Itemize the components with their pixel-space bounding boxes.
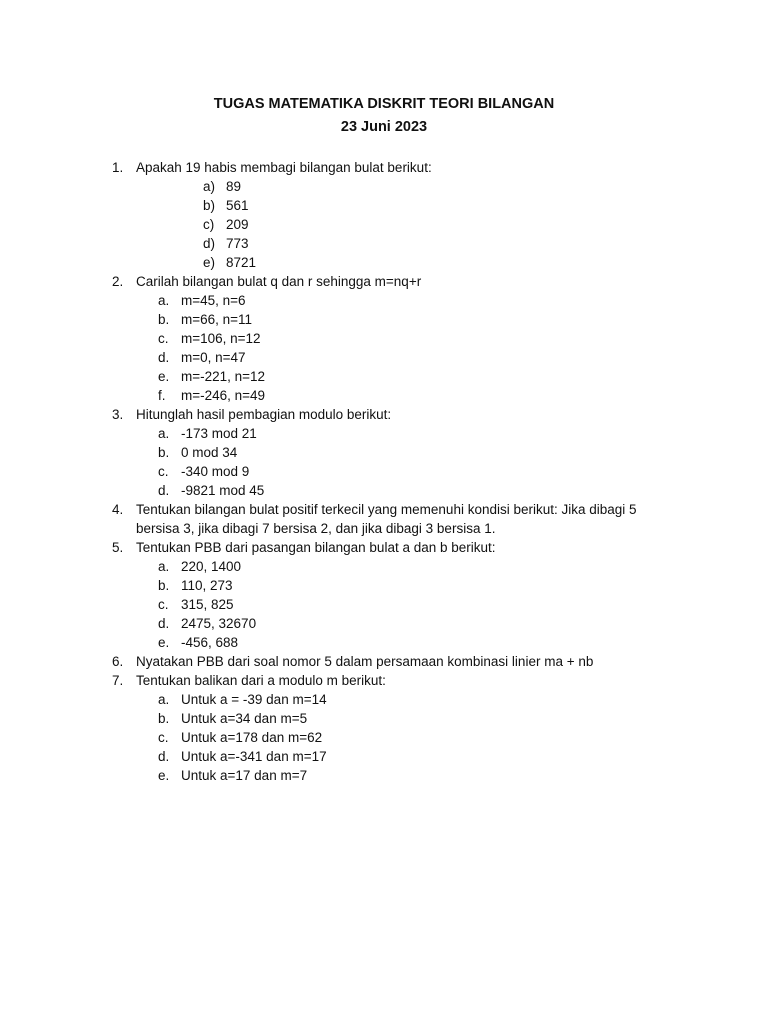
sub-item-text: -340 mod 9 [181,464,250,479]
question-text: Tentukan bilangan bulat positif terkecil yang memenuhi kondisi berikut: Jika dibagi 5 [136,502,637,517]
sub-item [0,424,768,443]
sub-item-label: e. [158,369,170,384]
question-line [0,272,768,291]
sub-item-text: Untuk a=34 dan m=5 [181,711,308,726]
sub-item-text: 773 [226,236,249,251]
sub-item-label: c) [203,217,215,232]
question-text: Tentukan balikan dari a modulo m berikut: [136,673,386,688]
sub-item-text: 2475, 32670 [181,616,257,631]
sub-item [0,481,768,500]
sub-item [0,443,768,462]
sub-item-text: m=0, n=47 [181,350,246,365]
question-text: Nyatakan PBB dari soal nomor 5 dalam persamaan kombinasi linier ma + nb [136,654,594,669]
sub-item-text: Untuk a=-341 dan m=17 [181,749,327,764]
sub-item [0,614,768,633]
question-number: 1. [112,160,124,175]
sub-item [0,386,768,405]
sub-item-label: e) [203,255,216,270]
sub-item [0,728,768,747]
sub-item-label: b. [158,711,170,726]
sub-item-label: a. [158,426,170,441]
question-line [0,538,768,557]
sub-item-label: d. [158,749,170,764]
sub-item [0,709,768,728]
question-number: 7. [112,673,124,688]
question-text: bersisa 3, jika dibagi 7 bersisa 2, dan jika dibagi 3 bersisa 1. [136,521,496,536]
sub-item [0,367,768,386]
sub-item-text: -9821 mod 45 [181,483,265,498]
sub-item-text: 209 [226,217,249,232]
sub-item-text: Untuk a=17 dan m=7 [181,768,308,783]
sub-item-label: b) [203,198,216,213]
sub-item-label: a. [158,559,170,574]
sub-item [0,329,768,348]
sub-item [0,291,768,310]
sub-item [0,595,768,614]
question-line [0,405,768,424]
sub-item [0,576,768,595]
sub-item-text: Untuk a = -39 dan m=14 [181,692,327,707]
sub-item [0,177,768,196]
sub-item [0,196,768,215]
sub-item-text: -173 mod 21 [181,426,257,441]
question-number: 6. [112,654,124,669]
document-title: TUGAS MATEMATIKA DISKRIT TEORI BILANGAN [213,96,555,112]
sub-item-label: e. [158,768,170,783]
question-6 [0,652,768,671]
sub-item-label: b. [158,312,170,327]
sub-item-text: m=-246, n=49 [181,388,266,403]
question-line [0,500,768,519]
sub-item [0,310,768,329]
question-5 [0,538,768,652]
sub-item-label: c. [158,597,169,612]
sub-item-label: d. [158,350,170,365]
sub-item [0,215,768,234]
question-number: 4. [112,502,124,517]
question-number: 5. [112,540,124,555]
question-text: Hitunglah hasil pembagian modulo berikut: [136,407,392,422]
sub-item [0,253,768,272]
sub-item-label: a) [203,179,216,194]
sub-item-label: d. [158,483,170,498]
sub-item [0,690,768,709]
sub-item-label: d. [158,616,170,631]
sub-item [0,462,768,481]
sub-item-text: 110, 273 [181,578,233,593]
question-line [0,519,768,538]
sub-item [0,234,768,253]
question-4 [0,500,768,538]
sub-item-text: Untuk a=178 dan m=62 [181,730,323,745]
sub-item-text: 220, 1400 [181,559,242,574]
sub-item-label: c. [158,730,169,745]
sub-item-text: 8721 [226,255,257,270]
sub-item-label: f. [158,388,166,403]
sub-item-text: 0 mod 34 [181,445,238,460]
sub-item [0,557,768,576]
sub-item-label: a. [158,692,170,707]
sub-item-label: b. [158,578,170,593]
question-1 [0,158,768,272]
sub-item-text: m=66, n=11 [181,312,253,327]
question-number: 2. [112,274,124,289]
question-7 [0,671,768,785]
question-2 [0,272,768,405]
question-line [0,652,768,671]
sub-item-text: -456, 688 [181,635,239,650]
sub-item-text: 89 [226,179,242,194]
sub-item-label: d) [203,236,216,251]
sub-item-label: c. [158,464,169,479]
sub-item-text: 315, 825 [181,597,234,612]
question-number: 3. [112,407,124,422]
sub-item-text: m=106, n=12 [181,331,261,346]
question-line [0,158,768,177]
sub-item-label: b. [158,445,170,460]
document-date: 23 Juni 2023 [340,119,428,135]
question-list [0,158,768,785]
question-3 [0,405,768,500]
sub-item [0,747,768,766]
sub-item [0,348,768,367]
question-text: Apakah 19 habis membagi bilangan bulat berikut: [136,160,432,175]
question-text: Tentukan PBB dari pasangan bilangan bulat a dan b berikut: [136,540,496,555]
sub-item-label: a. [158,293,170,308]
sub-item [0,633,768,652]
question-text: Carilah bilangan bulat q dan r sehingga m=nq+r [136,274,422,289]
sub-item-text: m=45, n=6 [181,293,246,308]
sub-item-text: 561 [226,198,249,213]
sub-item-label: e. [158,635,170,650]
sub-item-text: m=-221, n=12 [181,369,266,384]
sub-item-label: c. [158,331,169,346]
question-line [0,671,768,690]
sub-item [0,766,768,785]
